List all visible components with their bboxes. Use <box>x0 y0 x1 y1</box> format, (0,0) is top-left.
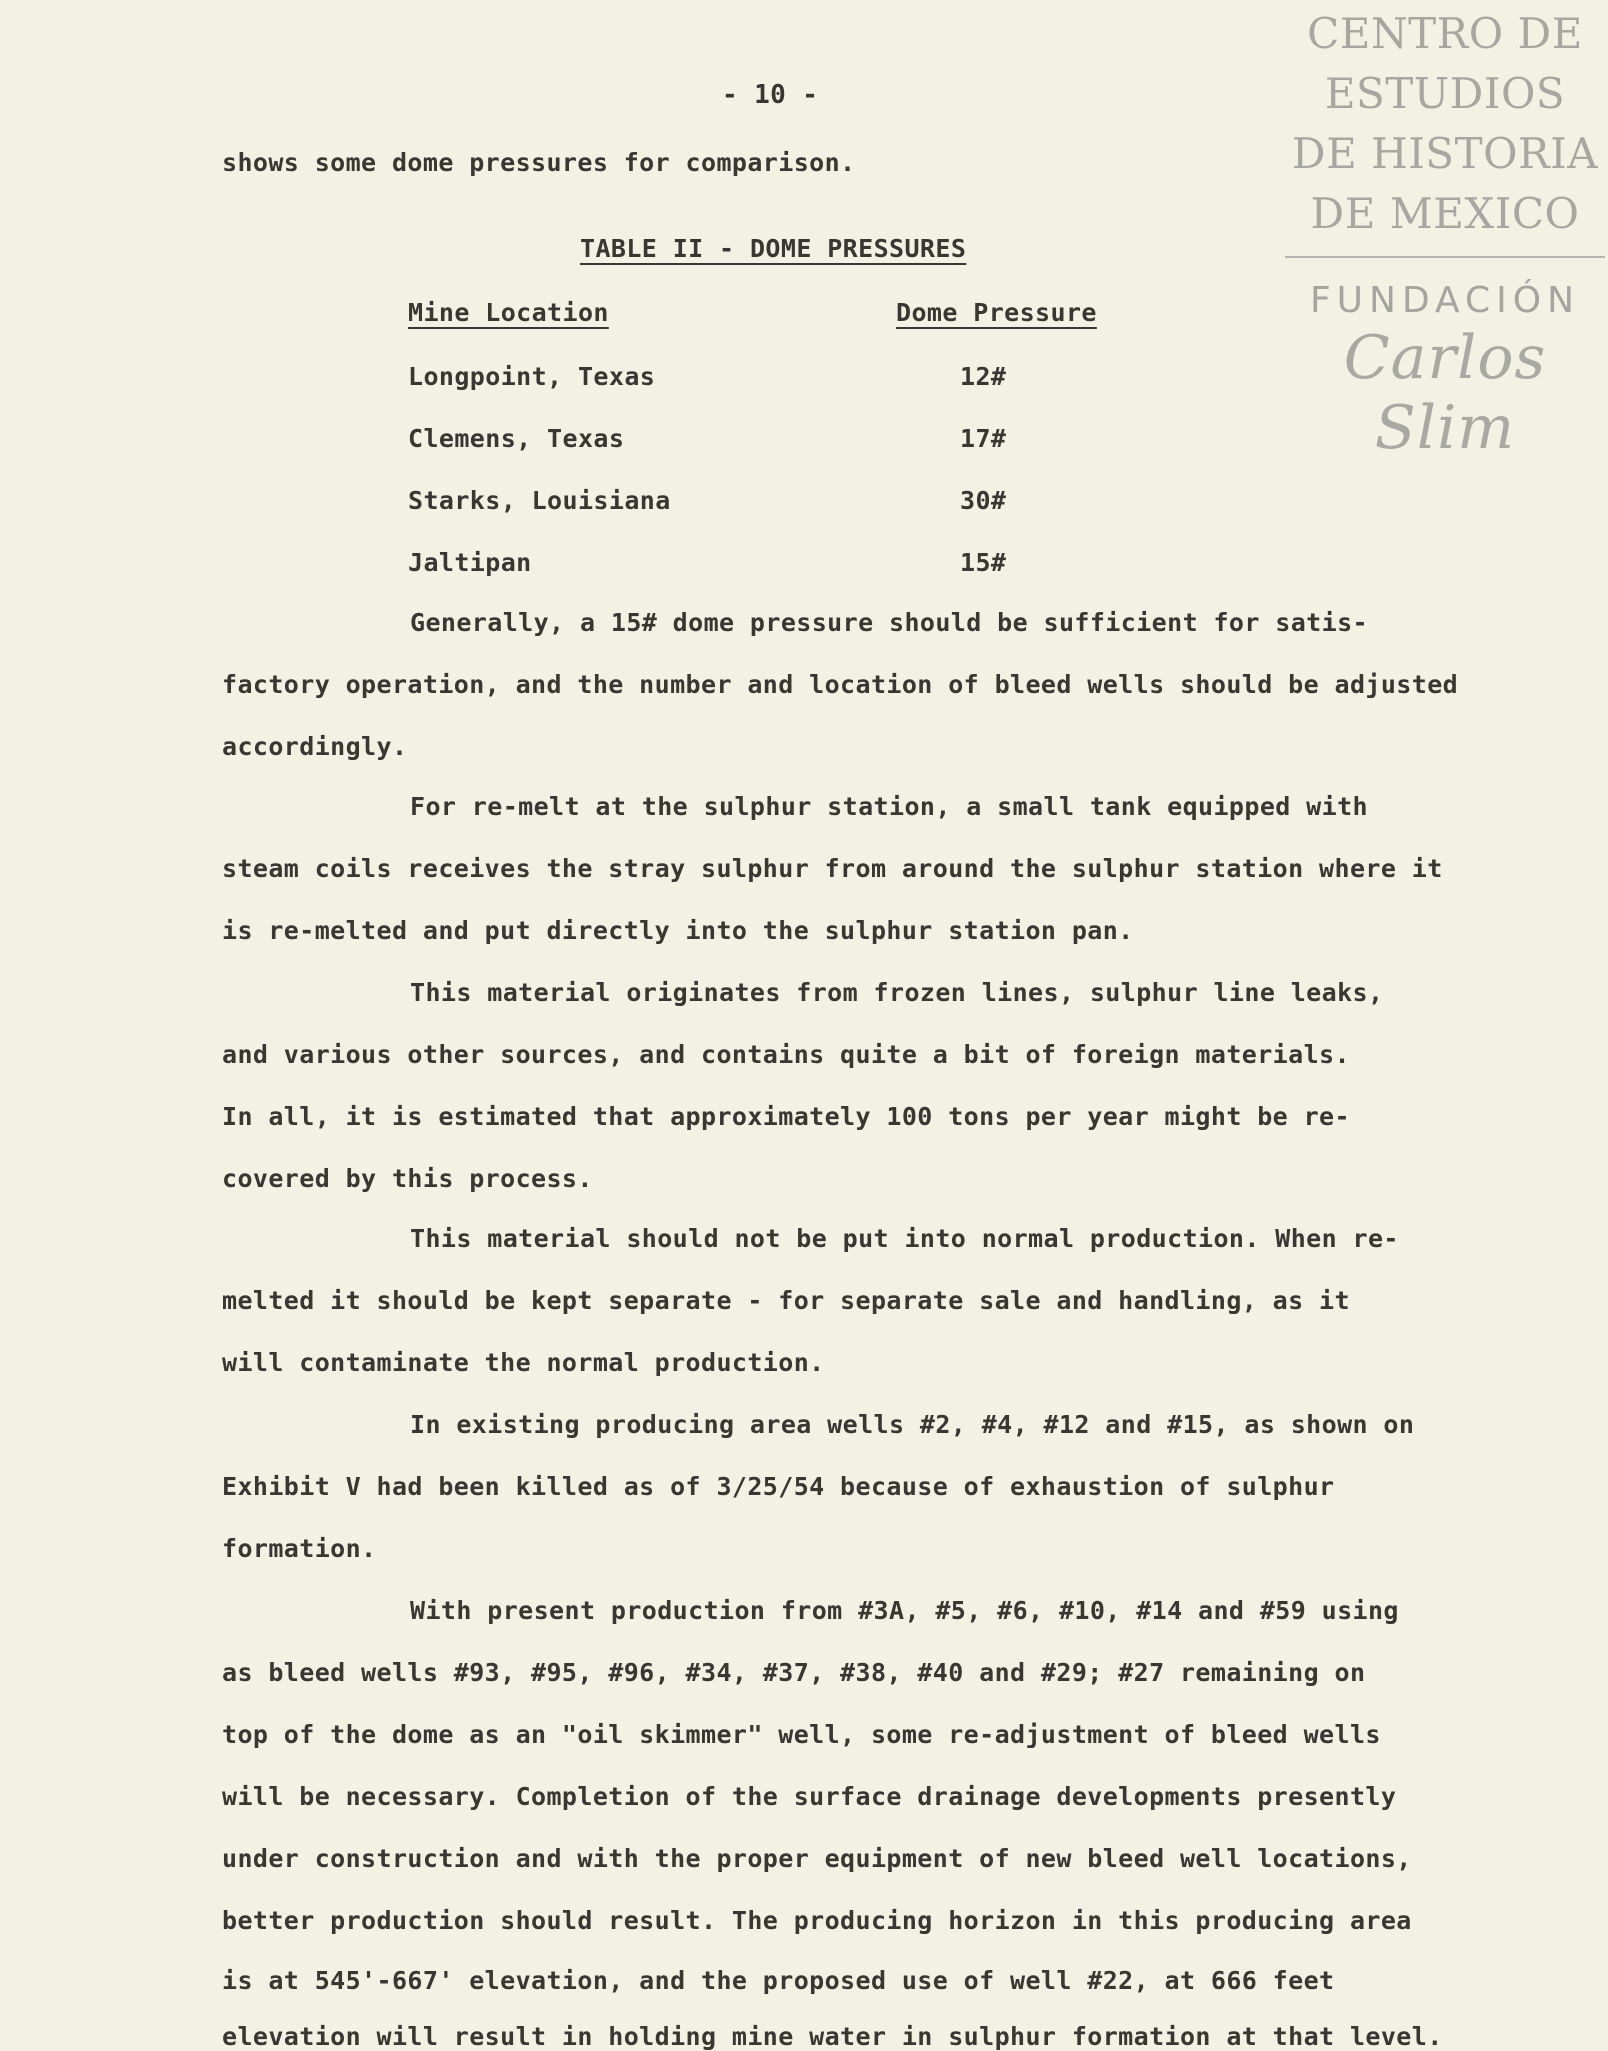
paragraph-line: This material originates from frozen lines, sulphur line leaks, <box>410 978 1384 1007</box>
paragraph-line: elevation will result in holding mine water in sulphur formation at that level. <box>222 2022 1443 2051</box>
paragraph-line: In existing producing area wells #2, #4, #12 and #15, as shown on <box>410 1410 1415 1439</box>
paragraph-line: is at 545'-667' elevation, and the proposed use of well #22, at 666 feet <box>222 1966 1335 1995</box>
paragraph-line: is re-melted and put directly into the sulphur station pan. <box>222 916 1134 945</box>
paragraph-line: accordingly. <box>222 732 408 761</box>
watermark-signature: Carlos Slim <box>1343 323 1547 463</box>
table-cell-pressure: 17# <box>960 424 1007 453</box>
paragraph-line: melted it should be kept separate - for separate sale and handling, as it <box>222 1286 1350 1315</box>
paragraph-line: and various other sources, and contains quite a bit of foreign materials. <box>222 1040 1350 1069</box>
table-cell-pressure: 15# <box>960 548 1007 577</box>
table-header-pressure: Dome Pressure <box>896 298 1097 327</box>
watermark-line-1: CENTRO DE <box>1307 9 1583 58</box>
table-cell-pressure: 30# <box>960 486 1007 515</box>
paragraph-line: factory operation, and the number and location of bleed wells should be adjusted <box>222 670 1459 699</box>
watermark-line-2: ESTUDIOS <box>1324 69 1566 118</box>
watermark-line-3: DE HISTORIA <box>1291 129 1599 178</box>
paragraph-line: steam coils receives the stray sulphur from around the sulphur station where it <box>222 854 1443 883</box>
paragraph-line: as bleed wells #93, #95, #96, #34, #37, #38, #40 and #29; #27 remaining on <box>222 1658 1366 1687</box>
paragraph-line: This material should not be put into normal production. When re- <box>410 1224 1399 1253</box>
archive-watermark <box>1285 4 1605 463</box>
paragraph-line: Exhibit V had been killed as of 3/25/54 because of exhaustion of sulphur <box>222 1472 1335 1501</box>
paragraph-line: will be necessary. Completion of the surface drainage developments presently <box>222 1782 1397 1811</box>
paragraph-line: will contaminate the normal production. <box>222 1348 825 1377</box>
watermark-foundation: FUNDACIÓN <box>1309 280 1581 321</box>
paragraph-line: better production should result. The producing horizon in this producing area <box>222 1906 1412 1935</box>
watermark-line-4: DE MEXICO <box>1310 189 1580 238</box>
paragraph-line: under construction and with the proper equipment of new bleed well locations, <box>222 1844 1412 1873</box>
paragraph-line: Generally, a 15# dome pressure should be sufficient for satis- <box>410 608 1368 637</box>
paragraph-line: With present production from #3A, #5, #6, #10, #14 and #59 using <box>410 1596 1399 1625</box>
table-title: TABLE II - DOME PRESSURES <box>580 234 967 263</box>
table-cell-location: Starks, Louisiana <box>408 486 671 515</box>
paragraph-line: For re-melt at the sulphur station, a small tank equipped with <box>410 792 1368 821</box>
paragraph-line: covered by this process. <box>222 1164 593 1193</box>
page-number: - 10 - <box>722 80 819 110</box>
paragraph-line: In all, it is estimated that approximately 100 tons per year might be re- <box>222 1102 1350 1131</box>
table-cell-location: Clemens, Texas <box>408 424 625 453</box>
watermark-divider <box>1285 256 1605 258</box>
table-cell-location: Jaltipan <box>408 548 532 577</box>
table-header-location: Mine Location <box>408 298 609 327</box>
table-cell-location: Longpoint, Texas <box>408 362 656 391</box>
paragraph-line: formation. <box>222 1534 377 1563</box>
table-cell-pressure: 12# <box>960 362 1007 391</box>
paragraph-line: top of the dome as an "oil skimmer" well, some re-adjustment of bleed wells <box>222 1720 1381 1749</box>
intro-line: shows some dome pressures for comparison. <box>222 148 856 177</box>
